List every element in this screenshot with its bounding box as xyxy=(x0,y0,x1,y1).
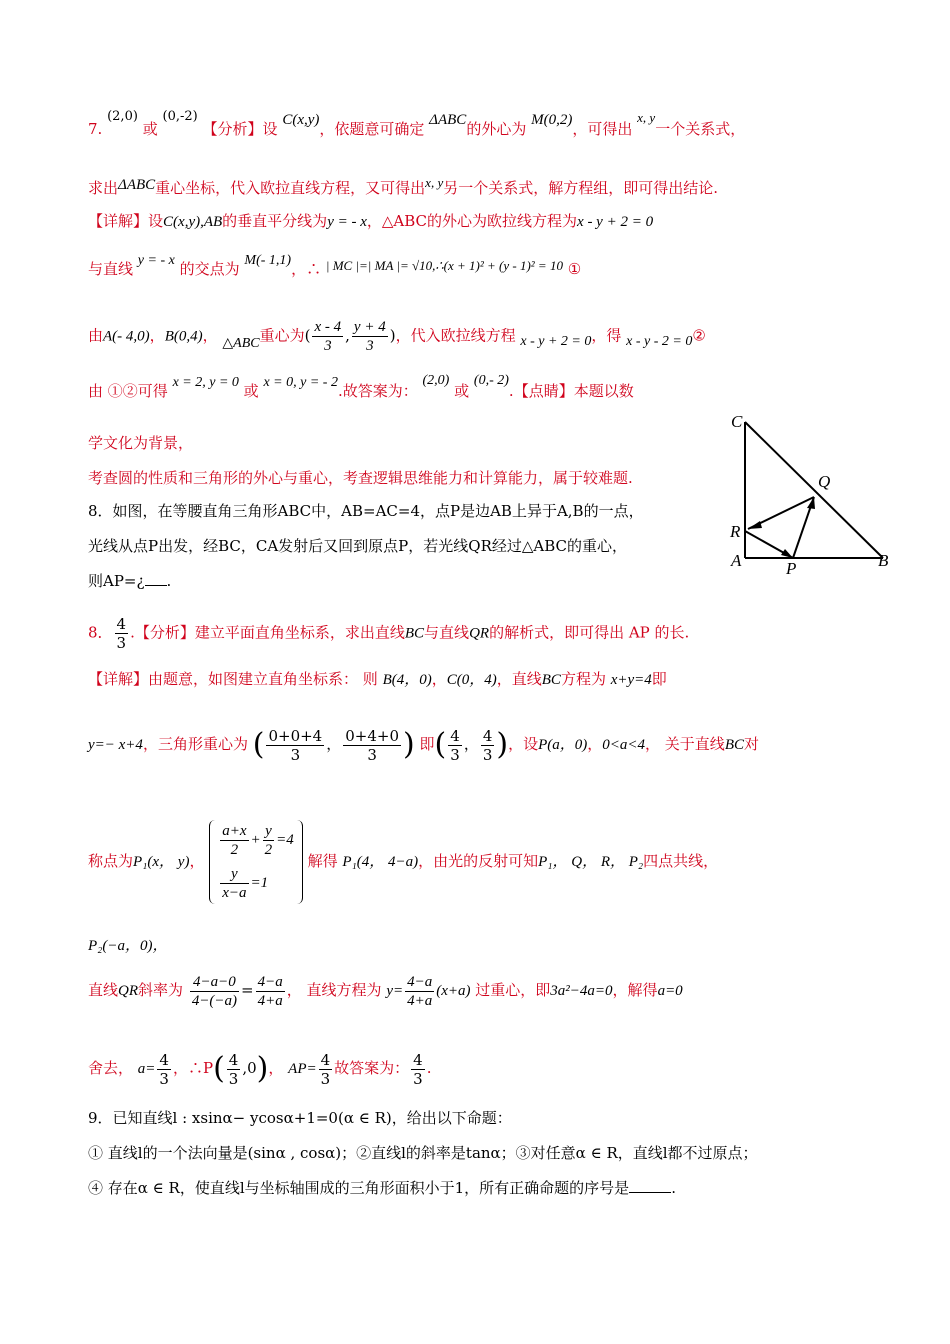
centroid-frac-x: $\frac{x - 4}{3}$ xyxy=(314,319,342,354)
label-q: Q xyxy=(818,472,831,491)
q8-line-1: 8．如图，在等腰直角三角形ABC中，AB=AC=4，点P是边AB上异于A,B的一点， xyxy=(88,502,644,520)
a7-line-2: 求出ΔABC重心坐标，代入欧拉直线方程，又可得出x, y另一个关系式，解方程组，即可得出结论. xyxy=(88,175,718,197)
label-a: A xyxy=(731,551,742,570)
final-answer-frac: $\frac{4}{3}$ xyxy=(413,1050,423,1088)
q8-line-3: 则AP=¿ . xyxy=(88,572,172,590)
centroid-x-simplified: $\frac{4}{3}$ xyxy=(450,726,460,764)
a8-line-2: 【详解】由题意，如图建立直角坐标系： 则 B(4，0)，C(0，4)，直线BC方程为 x+y=4即 xyxy=(88,670,667,688)
label-r: R xyxy=(730,522,741,541)
answer-blank xyxy=(145,571,167,586)
side-cb xyxy=(745,422,883,558)
equation-system: $\frac{a+x}{2}$ + $\frac{y}{2}$ =4 $\frac{y}{x-a}$ =1 xyxy=(209,820,303,904)
arrow-qr xyxy=(748,521,762,529)
a7-line-3: 【详解】设C(x,y),AB的垂直平分线为y = - x，△ABC的外心为欧拉线方程为x - y + 2 = 0 xyxy=(88,212,654,230)
a8-line-3: y=− x+4，三角形重心为 ( $\frac{0+0+4}{3}$ ， $\frac{0+4+0}{3}$ ) 即( $\frac{4}{3}$ ， $\frac{4}{3}$ )，设P(a，0)，0<a<4， 关于直线BC对 xyxy=(88,726,759,764)
a8-line-4: 称点为P₁(x， y)， $\frac{a+x}{2}$ + $\frac{y}{2}$ =4 $\frac{y}{x-a}$ =1 解得 P₁(4， 4−a)，由光的反射可知P₁， Q， R， P₂四点共线， xyxy=(88,820,718,904)
label-p: P xyxy=(786,559,797,578)
centroid-y: $\frac{0+4+0}{3}$ xyxy=(345,726,400,764)
a7-line-1: 7. (2,0) 或 (0,-2) 【分析】设 C(x,y)，依题意可确定 ΔABC的外心为 M(0,2)，可得出 x, y一个关系式， xyxy=(88,109,746,138)
q9-line-1: 9．已知直线l : xsinα− ycosα+1=0(α ∈ R)，给出以下命题： xyxy=(88,1109,512,1127)
p-coord-frac: $\frac{4}{3}$ xyxy=(228,1050,239,1088)
a7-line-8: 考查圆的性质和三角形的外心与重心，考查逻辑思维能力和计算能力，属于较难题. xyxy=(88,469,633,487)
triangle-figure xyxy=(728,410,890,578)
a8-line-6: 直线QR斜率为 $\frac{4-a-0}{4-(-a)}$ = $\frac{4-a}{4+a}$ ， 直线方程为 y= $\frac{4-a}{4+a}$ (x+a) 过重心，即3a²−4a=0，解得a=0 xyxy=(88,973,683,1009)
answer-frac: $\frac{4}{3}$ xyxy=(116,615,127,652)
a7-line-6: 由 ①②可得 x = 2, y = 0 或 x = 0, y = - 2.故答案为： (2,0) 或 (0,- 2).【点睛】本题以数 xyxy=(88,373,634,400)
a7-line-7: 学文化为背景， xyxy=(88,434,194,452)
ap-frac: $\frac{4}{3}$ xyxy=(320,1050,331,1088)
centroid-y-simplified: $\frac{4}{3}$ xyxy=(482,726,493,764)
centroid-frac-y: $\frac{y + 4}{3}$ xyxy=(353,319,386,354)
a8-line-7: 舍去， a= $\frac{4}{3}$ ，∴P( $\frac{4}{3}$ ,0)， AP= $\frac{4}{3}$ 故答案为： $\frac{4}{3}$ . xyxy=(88,1050,432,1088)
centroid-x: $\frac{0+0+4}{3}$ xyxy=(268,726,323,764)
q9-line-3: ④ 存在α ∈ R，使直线l与坐标轴围成的三角形面积小于1，所有正确命题的序号是 . xyxy=(88,1179,676,1197)
q8-line-2: 光线从点P出发，经BC，CA发射后又回到原点P，若光线QR经过△ABC的重心， xyxy=(88,537,628,555)
a8-line-5: P₂(−a，0)， xyxy=(88,938,168,954)
a7-line-4: 与直线 y = - x 的交点为 M(- 1,1)，∴ | MC |=| MA |= √10,∴(x + 1)² + (y - 1)² = 10 ① xyxy=(88,253,582,278)
q9-line-2: ① 直线l的一个法向量是(sinα , cosα)；②直线l的斜率是tanα；③对任意α ∈ R，直线l都不过原点； xyxy=(88,1144,758,1162)
a7-line-5: 由A(- 4,0)，B(0,4)， △ABC重心为( $\frac{x - 4}{3}$ , $\frac{y + 4}{3}$ )，代入欧拉线方程 x - y + 2 = 0，得 x - y - 2 = 0② xyxy=(88,319,706,354)
arrow-rp xyxy=(781,549,793,558)
label-c: C xyxy=(731,412,743,431)
slope-frac-1: $\frac{4-a-0}{4-(-a)}$ xyxy=(191,973,238,1009)
answer-blank-9 xyxy=(629,1178,671,1193)
a8-line-1: 8． $\frac{4}{3}$ .【分析】建立平面直角坐标系，求出直线BC与直线QR的解析式，即可得出 AP 的长. xyxy=(88,615,690,652)
line-frac: $\frac{4-a}{4+a}$ xyxy=(407,973,433,1009)
a-value-frac: $\frac{4}{3}$ xyxy=(159,1050,169,1088)
label-b: B xyxy=(878,551,889,570)
slope-frac-2: $\frac{4-a}{4+a}$ xyxy=(257,973,283,1009)
